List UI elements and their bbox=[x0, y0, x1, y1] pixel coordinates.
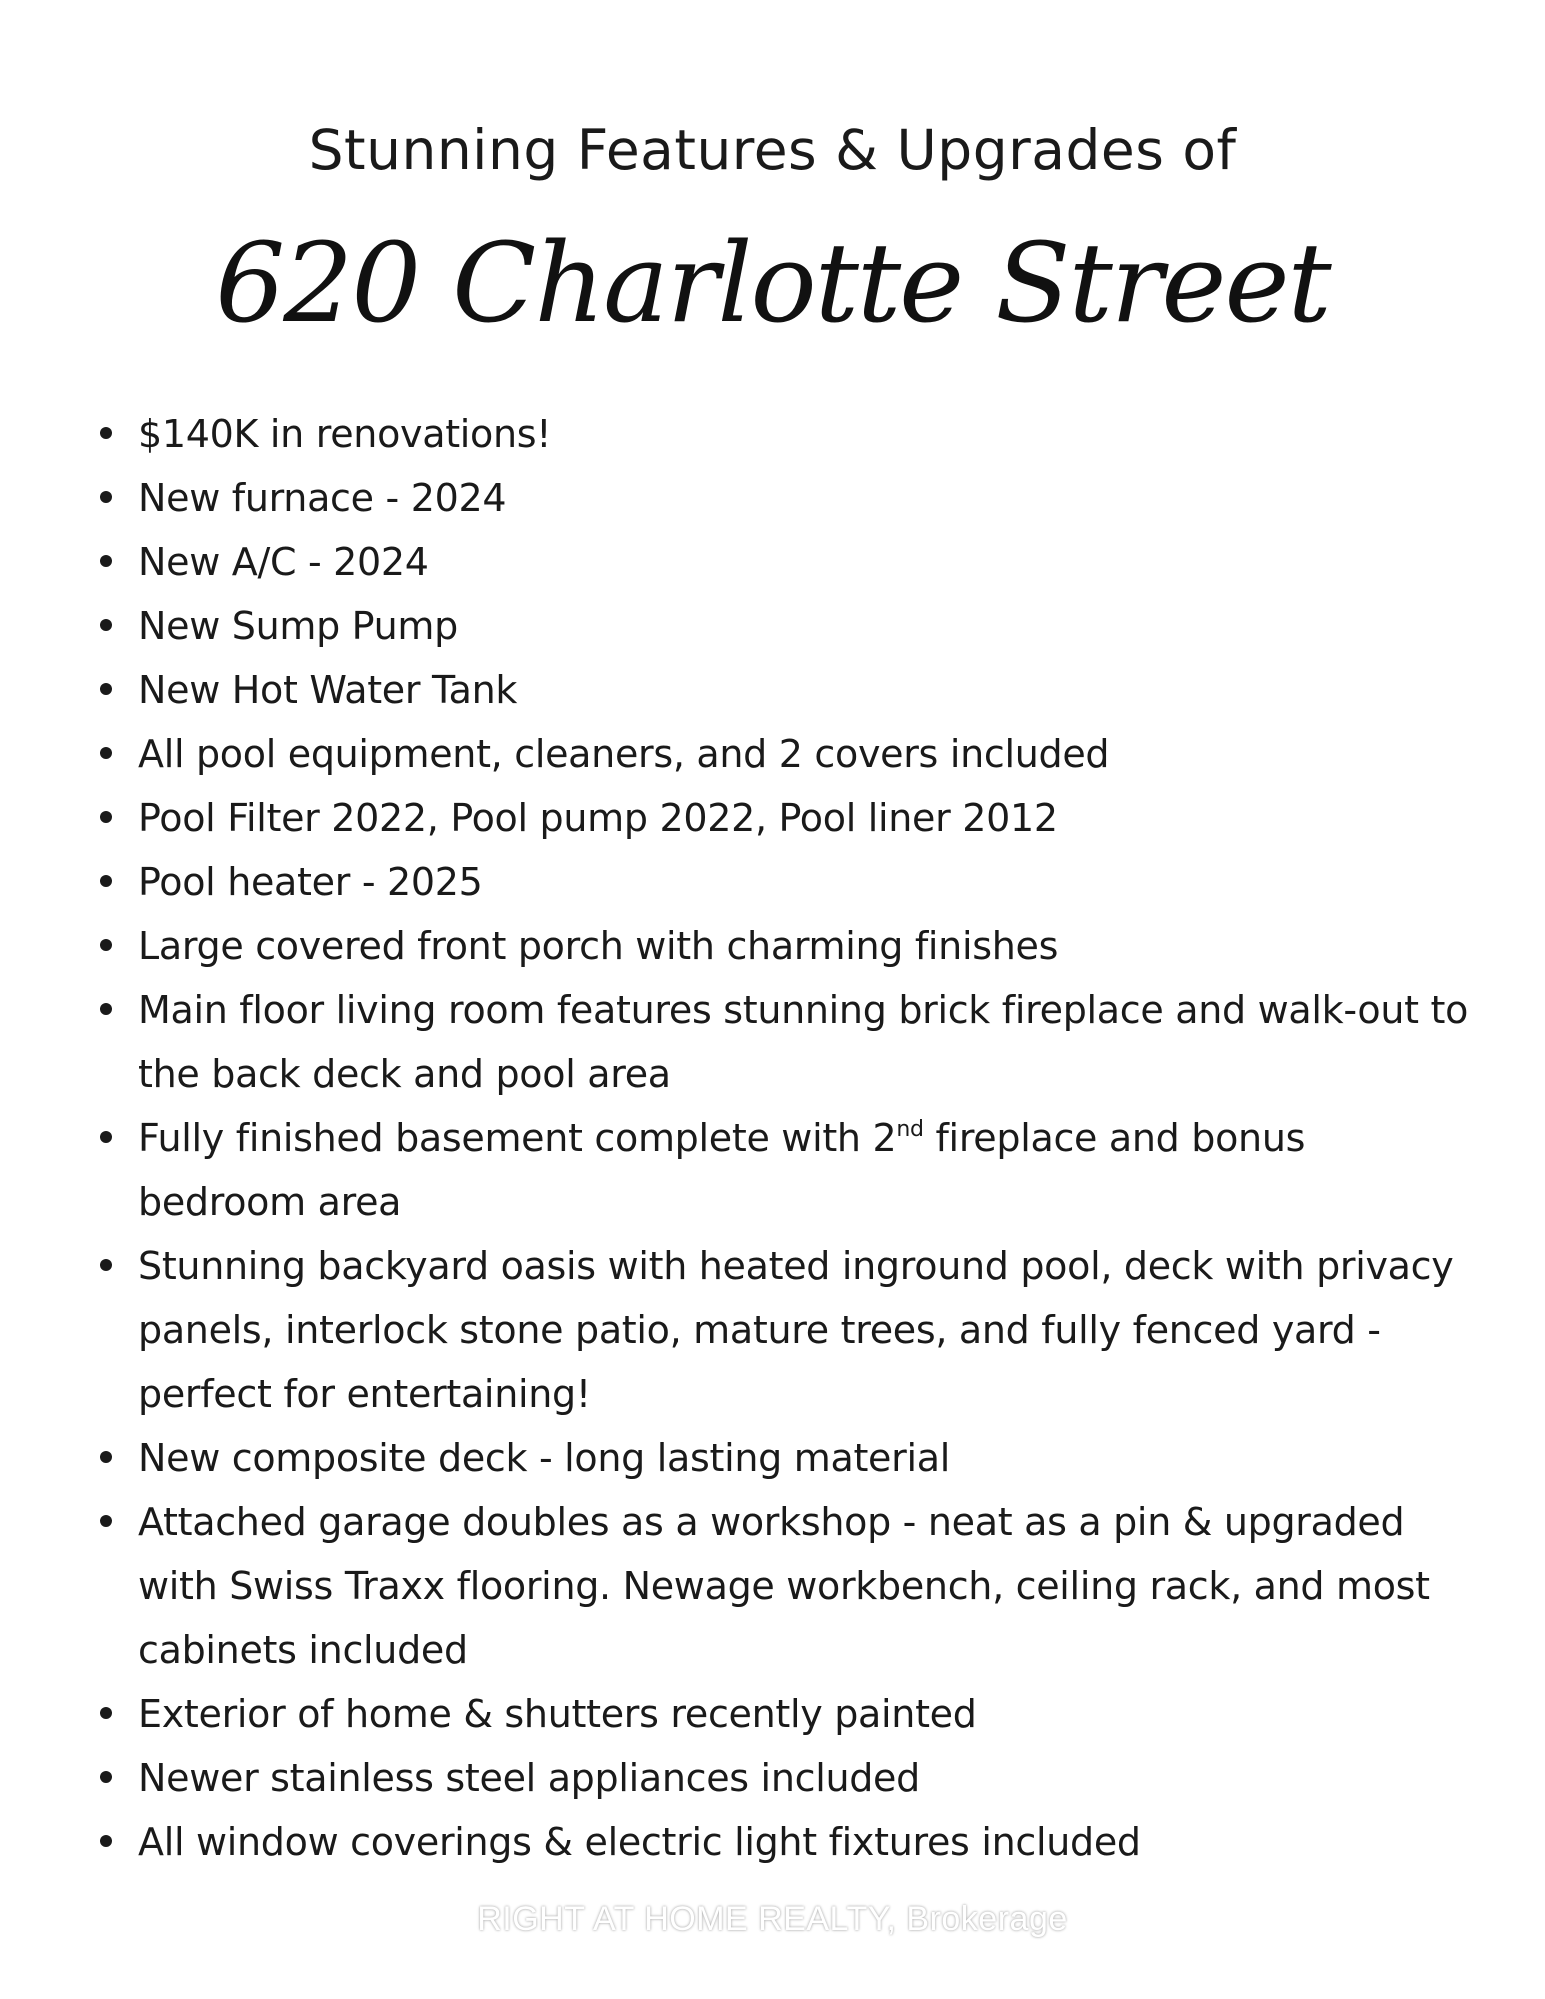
bullet-icon bbox=[100, 747, 112, 759]
feature-item bbox=[92, 1426, 1472, 1490]
bullet-icon bbox=[100, 1771, 112, 1783]
feature-text-before: Fully finished basement complete with 2 bbox=[138, 1116, 897, 1160]
bullet-icon bbox=[100, 1259, 112, 1271]
feature-text: Stunning backyard oasis with heated inground pool, deck with privacy panels, interlock stone patio, mature trees, and fully fenced yard - perfect for entertaining! bbox=[138, 1244, 1454, 1416]
feature-text: New composite deck - long lasting material bbox=[138, 1436, 950, 1480]
feature-item bbox=[92, 850, 1472, 914]
feature-text: Main floor living room features stunning brick fireplace and walk-out to the back deck and pool area bbox=[138, 988, 1469, 1096]
feature-text: Pool Filter 2022, Pool pump 2022, Pool liner 2012 bbox=[138, 796, 1058, 840]
feature-text-after: fireplace and bonus bedroom area bbox=[138, 1116, 1306, 1224]
feature-text: New Sump Pump bbox=[138, 604, 458, 648]
feature-item bbox=[92, 1746, 1472, 1810]
feature-text: $140K in renovations! bbox=[138, 412, 552, 456]
feature-text: All pool equipment, cleaners, and 2 covers included bbox=[138, 732, 1110, 776]
bullet-icon bbox=[100, 1835, 112, 1847]
feature-item bbox=[92, 594, 1472, 658]
feature-item bbox=[92, 658, 1472, 722]
feature-item bbox=[92, 722, 1472, 786]
feature-item bbox=[92, 402, 1472, 466]
property-address-title: 620 Charlotte Street bbox=[215, 219, 1330, 347]
bullet-icon bbox=[100, 1707, 112, 1719]
feature-item bbox=[92, 914, 1472, 978]
feature-item bbox=[92, 1106, 1472, 1234]
bullet-icon bbox=[100, 619, 112, 631]
bullet-icon bbox=[100, 1451, 112, 1463]
feature-item bbox=[92, 786, 1472, 850]
feature-text: All window coverings & electric light fixtures included bbox=[138, 1820, 1141, 1864]
bullet-icon bbox=[100, 875, 112, 887]
bullet-icon bbox=[100, 555, 112, 567]
bullet-icon bbox=[100, 1131, 112, 1143]
ordinal-superscript: nd bbox=[896, 1117, 924, 1142]
feature-item bbox=[92, 1682, 1472, 1746]
bullet-icon bbox=[100, 1003, 112, 1015]
feature-text: New Hot Water Tank bbox=[138, 668, 518, 712]
feature-text: Pool heater - 2025 bbox=[138, 860, 483, 904]
feature-item bbox=[92, 978, 1472, 1106]
feature-item bbox=[92, 530, 1472, 594]
feature-text: New furnace - 2024 bbox=[138, 476, 507, 520]
feature-text: New A/C - 2024 bbox=[138, 540, 429, 584]
bullet-icon bbox=[100, 427, 112, 439]
feature-item bbox=[92, 1810, 1472, 1874]
features-list bbox=[92, 402, 1472, 1874]
feature-item bbox=[92, 1490, 1472, 1682]
bullet-icon bbox=[100, 1515, 112, 1527]
bullet-icon bbox=[100, 811, 112, 823]
feature-text: Attached garage doubles as a workshop - neat as a pin & upgraded with Swiss Traxx flooring. Newage workbench, ceiling rack, and most cabinets included bbox=[138, 1500, 1430, 1672]
bullet-icon bbox=[100, 491, 112, 503]
feature-text: Large covered front porch with charming finishes bbox=[138, 924, 1059, 968]
feature-text: Exterior of home & shutters recently painted bbox=[138, 1692, 977, 1736]
page-heading: Stunning Features & Upgrades of bbox=[308, 118, 1237, 182]
feature-item bbox=[92, 466, 1472, 530]
feature-text: Newer stainless steel appliances included bbox=[138, 1756, 920, 1800]
brokerage-watermark: RIGHT AT HOME REALTY, Brokerage bbox=[477, 1900, 1068, 1938]
bullet-icon bbox=[100, 939, 112, 951]
bullet-icon bbox=[100, 683, 112, 695]
feature-item bbox=[92, 1234, 1472, 1426]
